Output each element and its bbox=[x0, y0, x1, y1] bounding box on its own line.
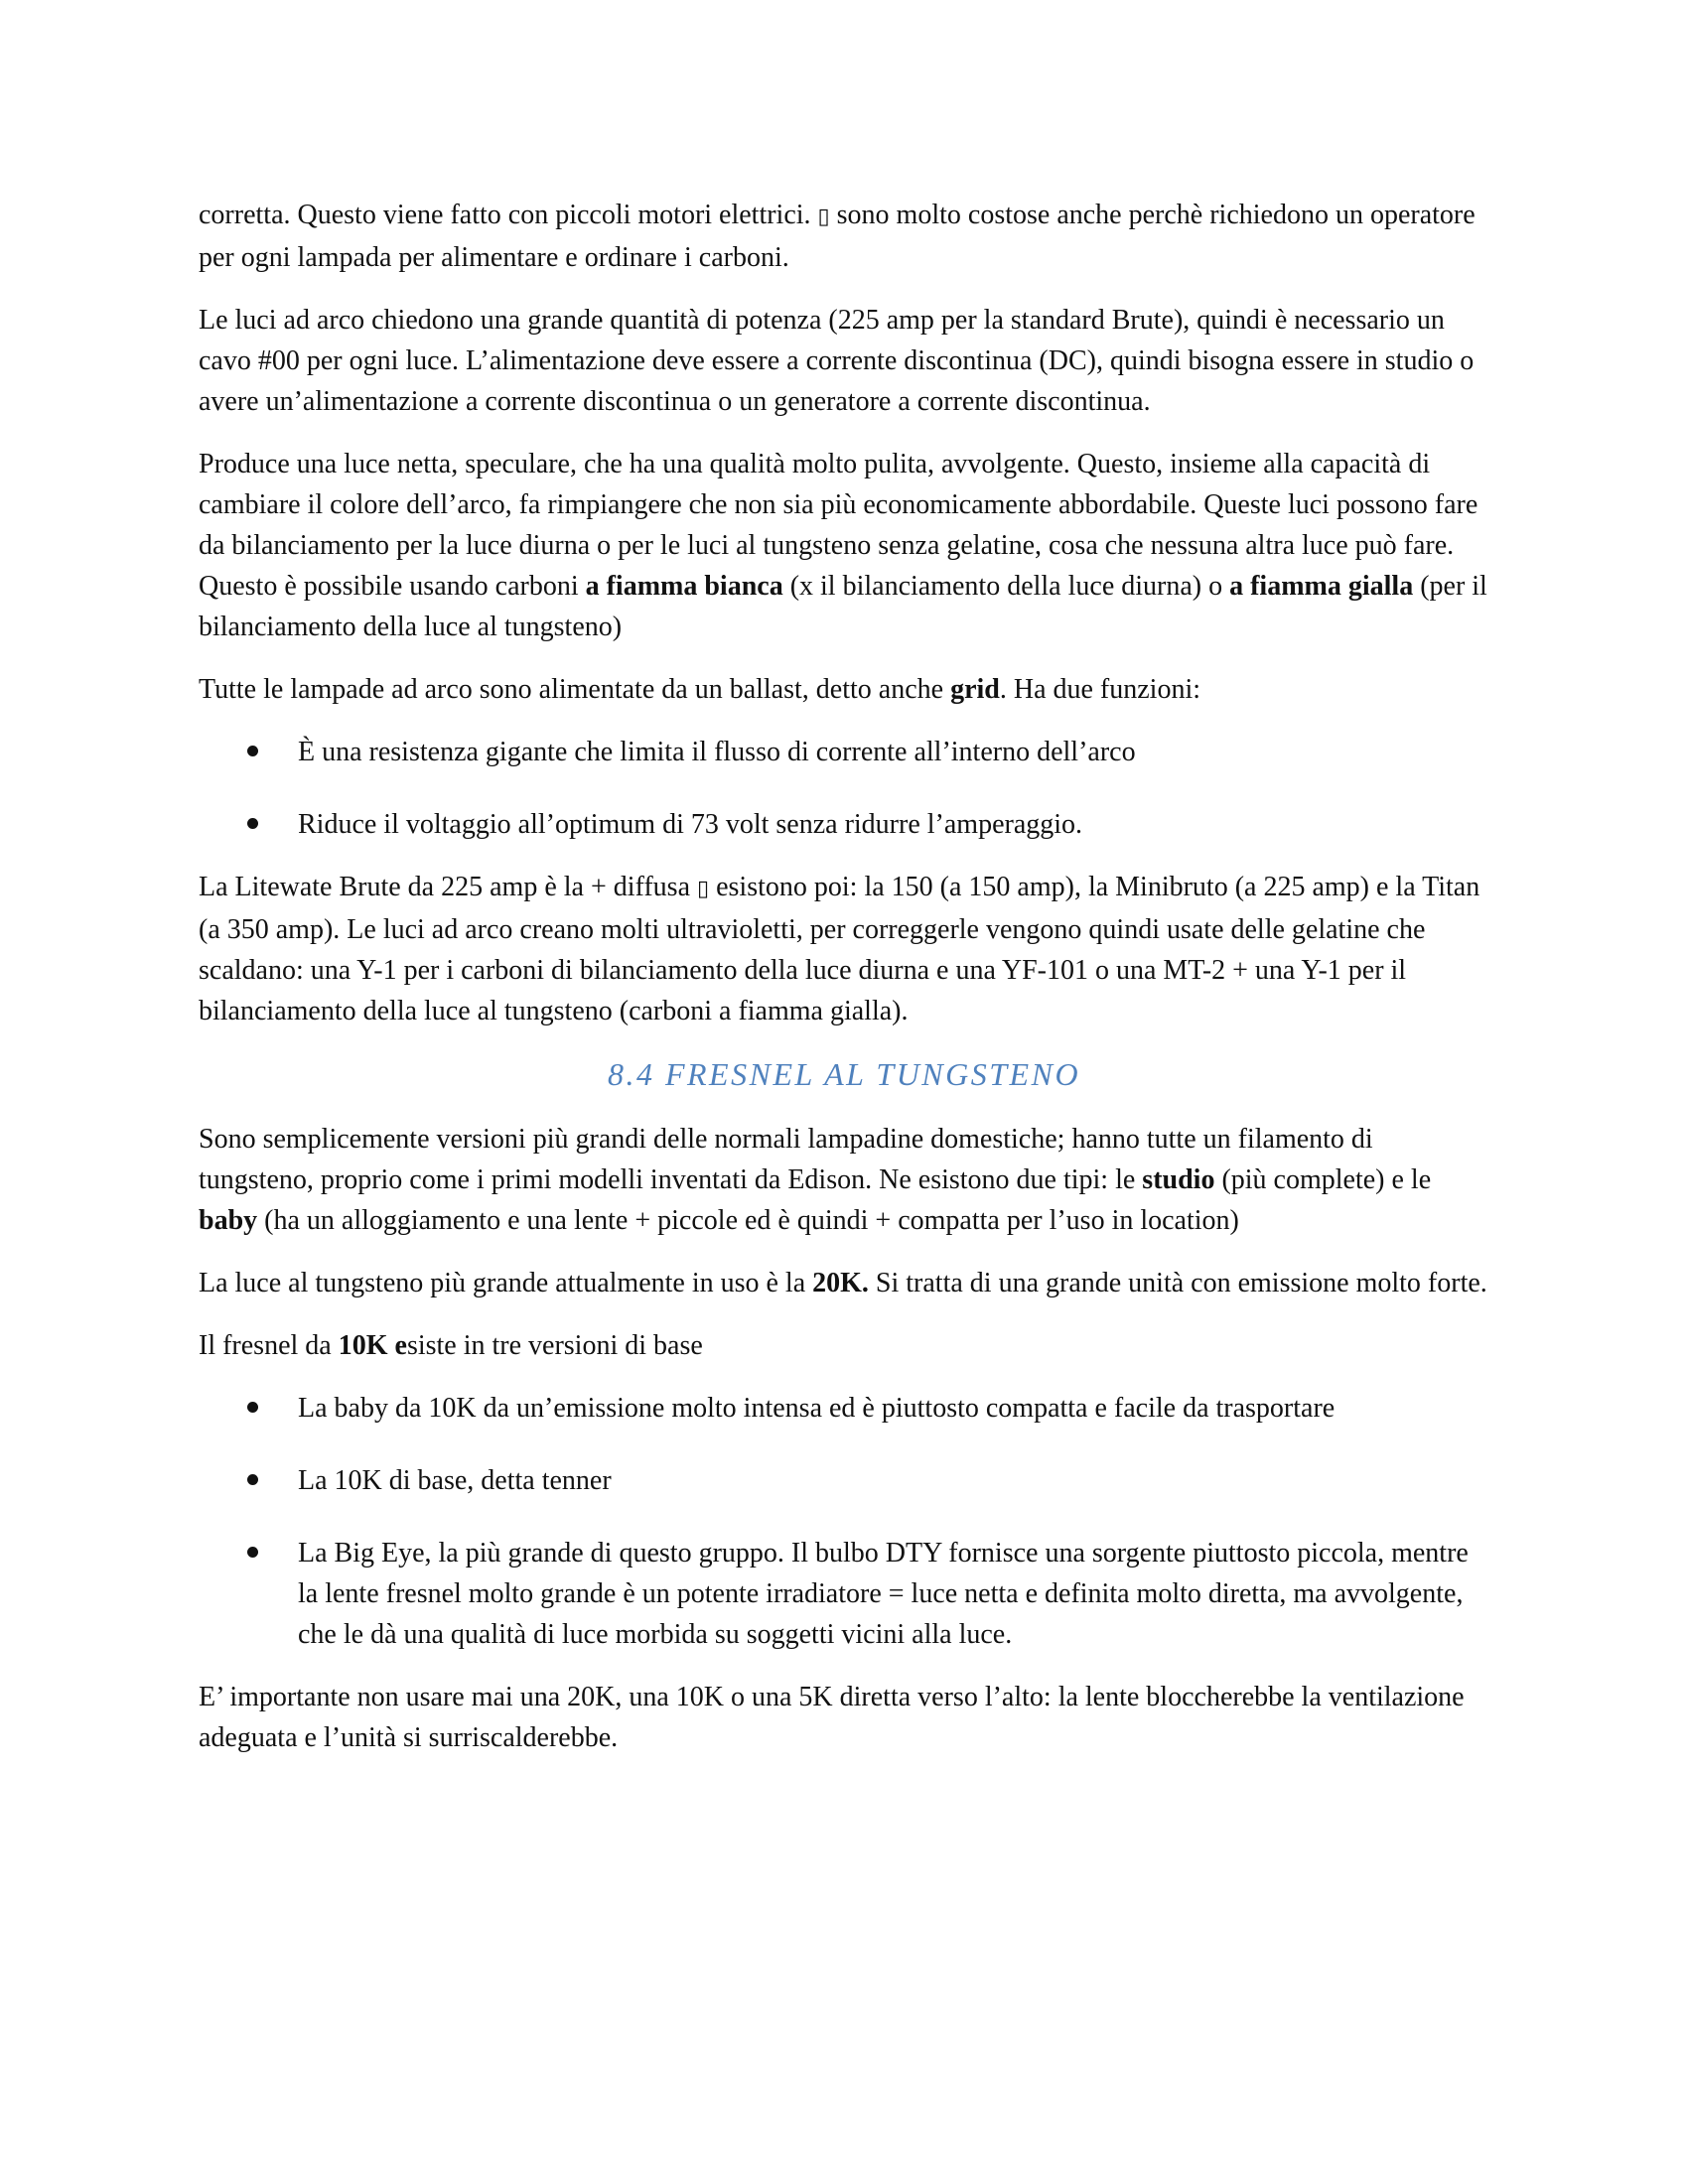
section-heading: 8.4 FRESNEL AL TUNGSTENO bbox=[607, 1056, 1081, 1092]
10k-versions-list bbox=[199, 1388, 1489, 1655]
paragraph-tungsten-intro: Sono semplicemente versioni più grandi delle normali lampadine domestiche; hanno tutte un filamento di tungsteno, proprio come i primi modelli inventati da Edison. Ne esistono due tipi: le studio (più complete) e le baby (ha un alloggiamento e una lente + piccole ed è quindi + compatta per l’uso in location) bbox=[199, 1124, 1432, 1236]
list-item: Riduce il voltaggio all’optimum di 73 volt senza ridurre l’amperaggio. bbox=[199, 804, 1489, 845]
paragraph-warning: E’ importante non usare mai una 20K, una 10K o una 5K diretta verso l’alto: la lente bloccherebbe la ventilazione adeguata e l’unità si surriscalderebbe. bbox=[199, 1682, 1465, 1753]
paragraph-10k: Il fresnel da 10K esiste in tre versioni di base bbox=[199, 1330, 703, 1361]
paragraph-arc-power: Le luci ad arco chiedono una grande quantità di potenza (225 amp per la standard Brute), quindi è necessario un cavo #00 per ogni luce. L’alimentazione deve essere a corrente discontinua (DC), quindi bisogna essere in studio o avere un’alimentazione a corrente discontinua o un generatore a corrente discontinua. bbox=[199, 305, 1475, 417]
list-item: La Big Eye, la più grande di questo gruppo. Il bulbo DTY fornisce una sorgente piuttosto piccola, mentre la lente fresnel molto grande è un potente irradiatore = luce netta e definita molto diretta, ma avvolgente, che le dà una qualità di luce morbida su soggetti vicini alla luce. bbox=[199, 1533, 1489, 1655]
paragraph-ballast: Tutte le lampade ad arco sono alimentate da un ballast, detto anche grid. Ha due funzioni: bbox=[199, 674, 1201, 705]
paragraph-arc-cost: corretta. Questo viene fatto con piccoli motori elettrici. ▯ sono molto costose anche perchè richiedono un operatore per ogni lampada per alimentare e ordinare i carboni. bbox=[199, 200, 1476, 273]
paragraph-20k: La luce al tungsteno più grande attualmente in uso è la 20K. Si tratta di una grande unità con emissione molto forte. bbox=[199, 1268, 1487, 1298]
list-item: La 10K di base, detta tenner bbox=[199, 1460, 1489, 1501]
missing-glyph-icon: ▯ bbox=[817, 205, 830, 229]
list-item: È una resistenza gigante che limita il flusso di corrente all’interno dell’arco bbox=[199, 732, 1489, 772]
list-item: La baby da 10K da un’emissione molto intensa ed è piuttosto compatta e facile da trasportare bbox=[199, 1388, 1489, 1429]
bullet-icon bbox=[247, 1547, 258, 1558]
bullet-icon bbox=[247, 746, 258, 756]
paragraph-brute-models: La Litewate Brute da 225 amp è la + diffusa ▯ esistono poi: la 150 (a 150 amp), la Minibruto (a 225 amp) e la Titan (a 350 amp). Le luci ad arco creano molti ultravioletti, per correggerle vengono quindi usate delle gelatine che scaldano: una Y-1 per i carboni di bilanciamento della luce diurna e una YF-101 o una MT-2 + una Y-1 per il bilanciamento della luce al tungsteno (carboni a fiamma gialla). bbox=[199, 872, 1480, 1026]
bullet-icon bbox=[247, 1402, 258, 1413]
ballast-functions-list bbox=[199, 732, 1489, 845]
paragraph-arc-quality: Produce una luce netta, speculare, che ha una qualità molto pulita, avvolgente. Questo, insieme alla capacità di cambiare il colore dell’arco, fa rimpiangere che non sia più economicamente abbordabile. Queste luci possono fare da bilanciamento per la luce diurna o per le luci al tungsteno senza gelatine, cosa che nessuna altra luce può fare. Questo è possibile usando carboni a fiamma bianca (x il bilanciamento della luce diurna) o a fiamma gialla (per il bilanciamento della luce al tungsteno) bbox=[199, 449, 1487, 642]
bullet-icon bbox=[247, 1474, 258, 1485]
bullet-icon bbox=[247, 818, 258, 829]
missing-glyph-icon: ▯ bbox=[697, 877, 710, 901]
